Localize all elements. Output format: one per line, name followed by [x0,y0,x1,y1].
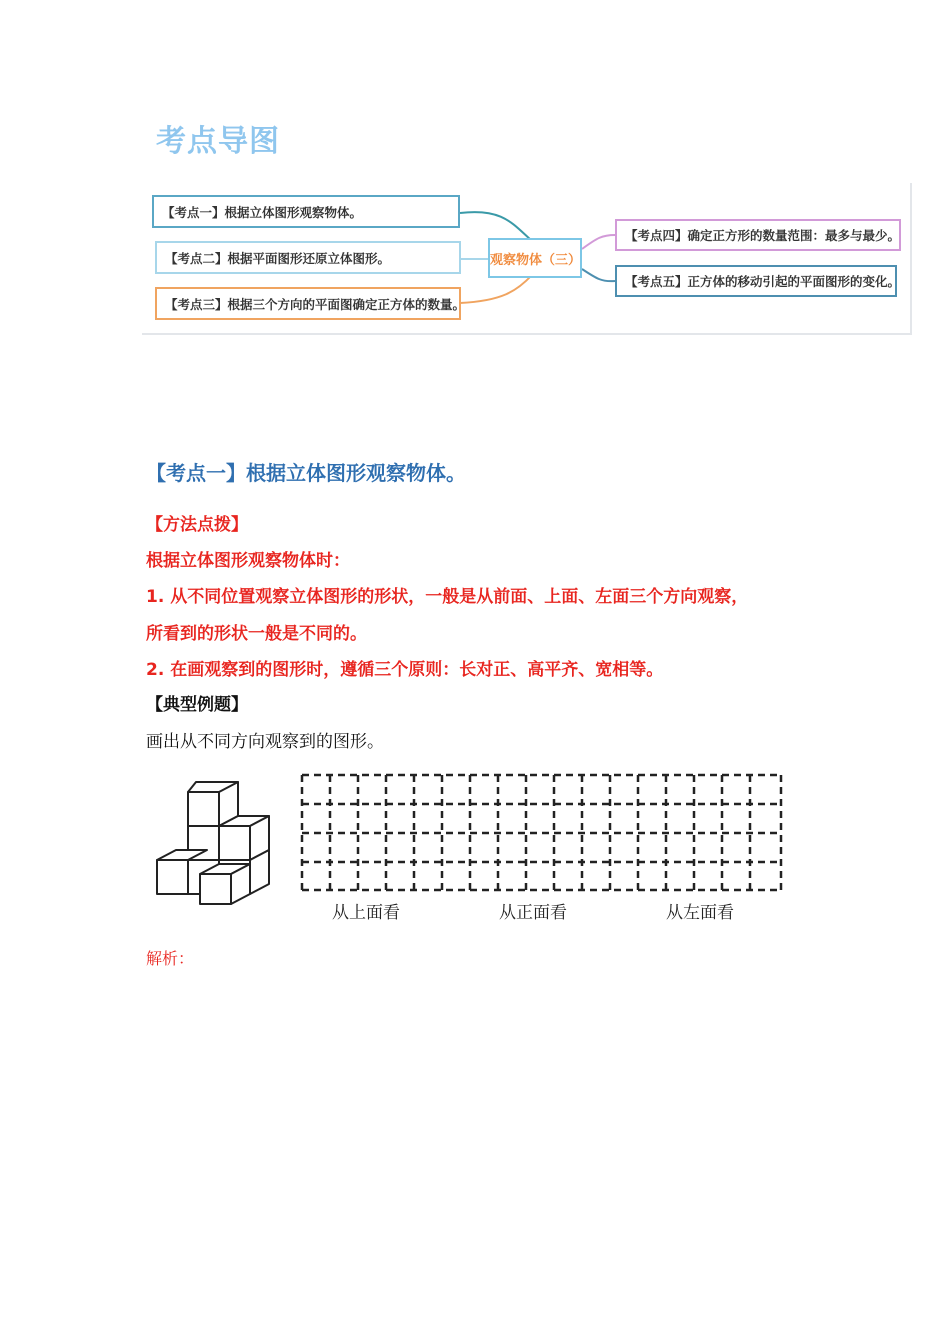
answer-label: 解析： [146,949,195,968]
method-point-2: 2. 在画观察到的图形时，遵循三个原则：长对正、高平齐、宽相等。 [146,660,664,680]
cube-figure [150,780,280,906]
view-label-top: 从上面看 [332,903,400,923]
method-label: 【方法点拨】 [146,515,248,535]
method-point-1-line-2: 所看到的形状一般是不同的。 [146,624,367,644]
section-heading: 【考点一】根据立体图形观察物体。 [146,461,466,485]
mindmap-center[interactable] [488,238,582,278]
mindmap-panel [142,183,912,335]
dashed-grid[interactable] [300,773,784,893]
page-title: 考点导图 [156,124,280,159]
method-intro: 根据立体图形观察物体时： [146,551,350,571]
mindmap-node-5-label: 【考点五】正方体的移动引起的平面图形的变化。 [625,274,901,289]
mindmap-node-1[interactable] [152,195,460,228]
mindmap-center-label: 观察物体（三） [490,252,582,268]
mindmap-node-4-label: 【考点四】确定正方形的数量范围：最多与最少。 [625,228,901,243]
mindmap-node-3-label: 【考点三】根据三个方向的平面图确定正方体的数量。 [165,296,466,312]
mindmap-node-1-label: 【考点一】根据立体图形观察物体。 [162,204,363,220]
mindmap-node-2[interactable] [155,241,461,274]
mindmap-node-5[interactable] [615,265,901,297]
example-label: 【典型例题】 [146,695,248,715]
example-question: 画出从不同方向观察到的图形。 [146,732,384,752]
mindmap-node-2-label: 【考点二】根据平面图形还原立体图形。 [165,250,391,266]
mindmap-node-3[interactable] [155,287,466,320]
mindmap-node-4[interactable] [615,219,901,251]
view-label-front: 从正面看 [499,903,567,923]
method-point-1-line-1: 1. 从不同位置观察立体图形的形状，一般是从前面、上面、左面三个方向观察， [146,587,749,607]
view-label-left: 从左面看 [666,903,734,923]
